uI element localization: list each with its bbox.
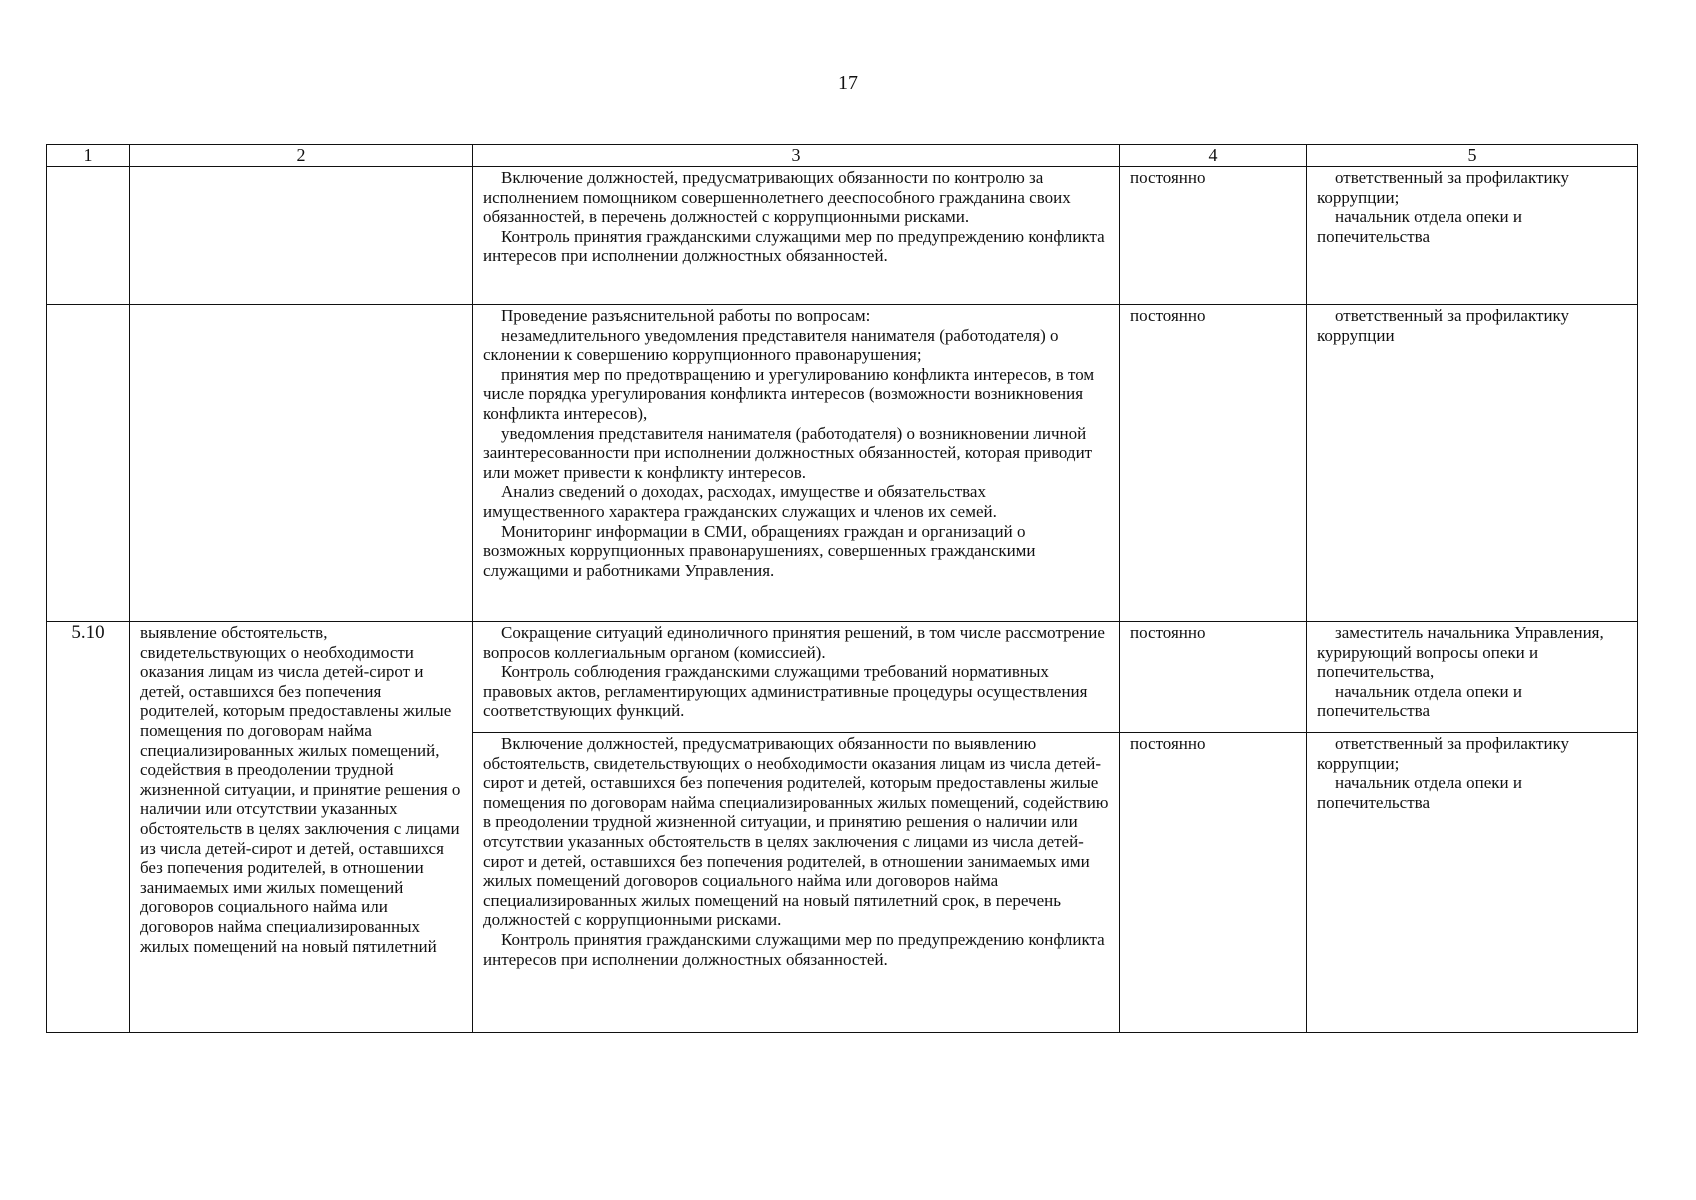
actions-cell (473, 305, 1120, 622)
actions-cell (473, 733, 1120, 1033)
responsible-cell (1307, 622, 1638, 733)
action-paragraph: Контроль соблюдения гражданскими служащими требований нормативных правовых актов, регламентирующих административные процедуры осуществления соответствующих функций. (483, 662, 1088, 721)
responsible-line: начальник отдела опеки и попечительства (1317, 681, 1522, 721)
actions-cell (473, 167, 1120, 305)
action-paragraph: уведомления представителя нанимателя (работодателя) о возникновении личной заинтересованности при исполнении должностных обязанностей, которая приводит или может привести к конфликту интересов. (483, 423, 1093, 482)
item-number (47, 167, 130, 305)
term-cell: постоянно (1120, 733, 1307, 1033)
table-row (47, 305, 1638, 622)
term-cell: постоянно (1120, 622, 1307, 733)
term-cell: постоянно (1120, 167, 1307, 305)
actions-cell (473, 622, 1120, 733)
measures-table (46, 144, 1638, 1033)
table-row (47, 167, 1638, 305)
column-number-row (47, 145, 1638, 167)
term-cell: постоянно (1120, 305, 1307, 622)
column-number: 5 (1307, 145, 1638, 167)
action-paragraph: Сокращение ситуаций единоличного принятия решений, в том числе рассмотрение вопросов коллегиальным органом (комиссией). (483, 623, 1105, 662)
responsible-line: начальник отдела опеки и попечительства (1317, 207, 1522, 246)
table-row (47, 622, 1638, 733)
responsible-line: ответственный за профилактику коррупции; (1317, 734, 1570, 773)
action-paragraph: принятия мер по предотвращению и урегулированию конфликта интересов, в том числе порядка урегулирования конфликта интересов (возможности возникновения конфликта интересов), (483, 364, 1095, 423)
column-number: 3 (473, 145, 1120, 167)
action-paragraph: Проведение разъяснительной работы по вопросам: (501, 306, 871, 325)
responsible-line: заместитель начальника Управления, курирующий вопросы опеки и попечительства, (1317, 623, 1604, 682)
column-number: 2 (130, 145, 473, 167)
responsible-line: ответственный за профилактику коррупции; (1317, 168, 1570, 207)
action-paragraph: Включение должностей, предусматривающих обязанности по контролю за исполнением помощником совершеннолетнего дееспособного гражданина своих обязанностей, в перечень должностей с коррупционными рисками. (483, 168, 1071, 227)
action-paragraph: Включение должностей, предусматривающих обязанности по выявлению обстоятельств, свидетельствующих о необходимости оказания лицам из числа детей-сирот и детей, оставшихся без попечения родителей, которым предоставлены жилые помещения по договорам найма специализированных жилых помещений, содействию в преодолении трудной жизненной ситуации, и принятию решения о наличии или отсутствии указанных обстоятельств в целях заключения с лицами из числа детей-сирот и детей, оставшихся без попечения родителей, в отношении занимаемых ими жилых помещений договоров социального найма или договоров найма специализированных жилых помещений на новый пятилетний срок, в перечень должностей с коррупционными рисками. (483, 734, 1109, 930)
column-number: 4 (1120, 145, 1307, 167)
action-paragraph: Контроль принятия гражданскими служащими мер по предупреждению конфликта интересов при исполнении должностных обязанностей. (483, 929, 1105, 969)
measure-cell: выявление обстоятельств, свидетельствующих о необходимости оказания лицам из числа детей-сирот и детей, оставшихся без попечения родителей, которым предоставлены жилые помещения по договорам найма специализированных жилых помещений, содействия в преодолении трудной жизненной ситуации, и принятие решения о наличии или отсутствии указанных обстоятельств в целях заключения с лицами из числа детей-сирот и детей, оставшихся без попечения родителей, в отношении занимаемых ими жилых помещений договоров социального найма или договоров найма специализированных жилых помещений на новый пятилетний (130, 622, 473, 1033)
column-number: 1 (47, 145, 130, 167)
page-number: 17 (838, 72, 858, 94)
measure-cell (130, 305, 473, 622)
responsible-line: ответственный за профилактику коррупции (1317, 306, 1570, 345)
item-number: 5.10 (47, 622, 130, 1033)
action-paragraph: Контроль принятия гражданскими служащими мер по предупреждению конфликта интересов при исполнении должностных обязанностей. (483, 226, 1105, 266)
action-paragraph: Мониторинг информации в СМИ, обращениях граждан и организаций о возможных коррупционных правонарушениях, совершенных гражданскими служащими и работниками Управления. (483, 521, 1036, 580)
responsible-cell (1307, 305, 1638, 622)
action-paragraph: незамедлительного уведомления представителя нанимателя (работодателя) о склонении к совершению коррупционного правонарушения; (483, 325, 1059, 365)
responsible-cell (1307, 733, 1638, 1033)
responsible-cell (1307, 167, 1638, 305)
responsible-line: начальник отдела опеки и попечительства (1317, 773, 1522, 812)
item-number (47, 305, 130, 622)
measure-cell (130, 167, 473, 305)
action-paragraph: Анализ сведений о доходах, расходах, имуществе и обязательствах имущественного характера гражданских служащих и членов их семей. (483, 482, 997, 521)
